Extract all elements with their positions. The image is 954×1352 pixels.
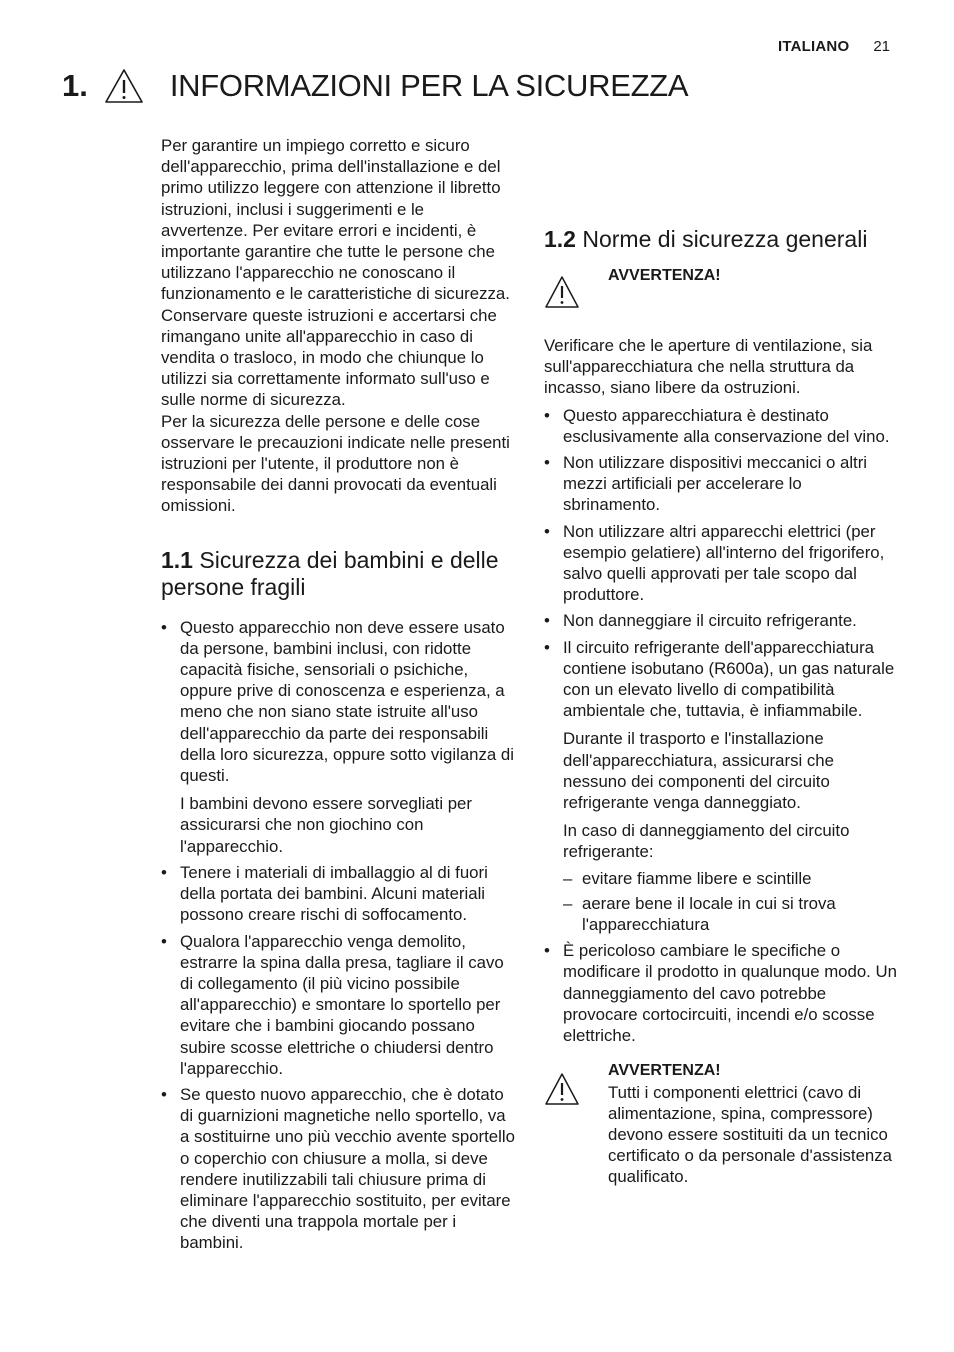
warning-triangle-icon — [544, 1072, 580, 1106]
list-item-text: • È pericoloso cambiare le specifiche o modificare il prodotto in qualunque modo. Un danneggiamento del cavo potrebbe provocare cortocircuiti, incendi e/o scosse elettriche. — [563, 941, 897, 1046]
list-item-text: • Questo apparecchio non deve essere usato da persone, bambini inclusi, con ridotte capacità fisiche, sensoriali o psichiche, oppure prive di conoscenza e esperienza, a meno che non siano state istruite all'uso dell'apparecchio da parte dei responsabili della loro sicurezza, oppure sotto vigilanza di questi. — [180, 617, 514, 786]
bullet-list-1-2 — [544, 405, 900, 1047]
list-item-text: • Qualora l'apparecchio venga demolito, estrarre la spina dalla presa, tagliare il cavo di collegamento (il più vicino possibile all'apparecchio) e smontare lo sportello per evitare che i bambini giocando possano subire scosse elettriche o chiudersi dentro l'apparecchio. — [180, 931, 504, 1078]
warning-label: AVVERTENZA! — [608, 1062, 721, 1080]
list-item — [544, 610, 900, 631]
section-title: Sicurezza dei bambini e delle persone fragili — [161, 546, 499, 600]
warning-text: Tutti i componenti elettrici (cavo di alimentazione, spina, compressore) devono essere sostituiti da un tecnico certificato o da personale d'assistenza qualificato. — [608, 1082, 892, 1187]
language-label: ITALIANO — [778, 38, 850, 55]
list-item-text: • Se questo nuovo apparecchio, che è dotato di guarnizioni magnetiche nello sportello, va a sostituirne uno più vecchio avente sportello o coperchio con chiusure a molla, si deve rendere inutilizzabili tali chiusure prima di eliminare l'apparecchio sostituito, per evitare che diventi una trappola mortale per i bambini. — [180, 1084, 515, 1253]
warning-box — [544, 265, 900, 309]
list-item-subparagraph: In caso di danneggiamento del circuito refrigerante: — [563, 821, 850, 862]
list-item — [544, 940, 900, 1046]
section-heading-1-1 — [161, 547, 515, 601]
left-column — [161, 135, 515, 1259]
section-number: 1.2 — [544, 226, 576, 252]
dash-item: – aerare bene il locale in cui si trova l'apparecchiatura — [563, 893, 900, 935]
list-item — [544, 452, 900, 516]
list-item — [161, 931, 515, 1079]
list-item — [544, 637, 900, 936]
warning-text-block — [608, 1060, 898, 1187]
dash-item: – evitare fiamme libere e scintille — [563, 868, 900, 889]
list-item-subparagraph: I bambini devono essere sorvegliati per assicurarsi che non giochino con l'apparecchio. — [180, 794, 472, 856]
list-item — [544, 405, 900, 447]
warning-triangle-icon — [104, 68, 144, 104]
chapter-number: 1. — [62, 68, 88, 103]
ventilation-paragraph: Verificare che le aperture di ventilazione, sia sull'apparecchiatura che nella struttura da incasso, siano libere da ostruzioni. — [544, 336, 873, 398]
list-item — [544, 521, 900, 606]
chapter-title: INFORMAZIONI PER LA SICUREZZA — [169, 68, 689, 103]
warning-label: AVVERTENZA! — [608, 267, 721, 284]
page-header — [778, 38, 890, 55]
list-item — [161, 617, 515, 857]
warning-box-electrical — [544, 1060, 900, 1187]
list-item-subparagraph: Durante il trasporto e l'installazione dell'apparecchiatura, assicurarsi che nessuno dei componenti del circuito refrigerante venga danneggiato. — [563, 729, 834, 813]
section-heading-1-2 — [544, 226, 900, 253]
list-item — [161, 862, 515, 926]
list-item-text: • Tenere i materiali di imballaggio al di fuori della portata dei bambini. Alcuni materiali possono creare rischi di soffocamento. — [180, 862, 488, 925]
list-item-text: • Non utilizzare altri apparecchi elettrici (per esempio gelatiere) all'interno del frigorifero, salvo quelli approvati per tale scopo dal produttore. — [563, 521, 885, 605]
section-title: Norme di sicurezza generali — [582, 226, 868, 252]
section-number: 1.1 — [161, 546, 193, 573]
intro-paragraph-1: Per garantire un impiego corretto e sicuro dell'apparecchio, prima dell'installazione e del primo utilizzo leggere con attenzione il libretto istruzioni, inclusi i suggerimenti e le avvertenze. Per evitare errori e incidenti, è importante garantire che tutte le persone che utilizzano l'apparecchio ne conoscano il funzionamento e le caratteristiche di sicurezza. Conservare queste istruzioni e accertarsi che rimangano unite all'apparecchio in caso di vendita o trasloco, in modo che chiunque lo utilizzi sia correttamente informato sull'uso e sulle norme di sicurezza. — [161, 136, 510, 410]
page-number: 21 — [873, 38, 890, 55]
intro-paragraph-2: Per la sicurezza delle persone e delle cose osservare le precauzioni indicate nelle presenti istruzioni per l'utente, il produttore non è responsabile dei danni provocati da eventuali omissioni. — [161, 411, 510, 516]
page-title — [62, 68, 688, 104]
bullet-list-1-1 — [161, 617, 515, 1254]
right-column-content — [544, 226, 900, 1188]
list-item-text: • Il circuito refrigerante dell'apparecchiatura contiene isobutano (R600a), un gas naturale con un elevato livello di compatibilità ambientale che, tuttavia, è infiammabile. — [563, 637, 895, 721]
dash-list — [563, 868, 900, 936]
list-item-text: • Non utilizzare dispositivi meccanici o altri mezzi artificiali per accelerare lo sbrinamento. — [563, 453, 868, 515]
warning-triangle-icon — [544, 275, 580, 309]
list-item-text: • Non danneggiare il circuito refrigerante. — [563, 611, 857, 631]
list-item — [161, 1084, 515, 1254]
list-item-text: • Questo apparecchiatura è destinato esclusivamente alla conservazione del vino. — [563, 405, 890, 446]
